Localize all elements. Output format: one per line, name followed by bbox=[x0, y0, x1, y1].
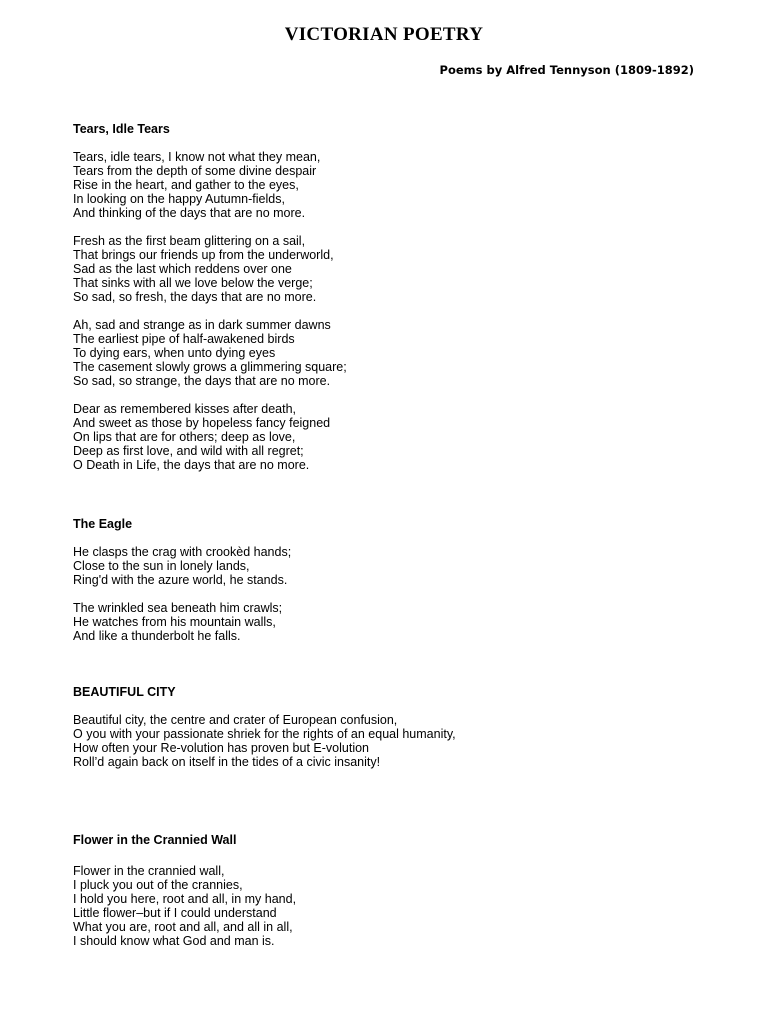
poem-line: Deep as first love, and wild with all regret; bbox=[73, 444, 304, 458]
stanza bbox=[73, 864, 296, 948]
poem-line: Close to the sun in lonely lands, bbox=[73, 559, 250, 573]
stanza bbox=[73, 318, 347, 388]
poem-line: I pluck you out of the crannies, bbox=[73, 878, 243, 892]
poem-line: How often your Re-volution has proven but E-volution bbox=[73, 741, 369, 755]
poem-line: In looking on the happy Autumn-fields, bbox=[73, 192, 285, 206]
stanza bbox=[73, 713, 456, 769]
stanza bbox=[73, 545, 291, 587]
stanza bbox=[73, 601, 291, 643]
poem-line: Dear as remembered kisses after death, bbox=[73, 402, 297, 416]
poem-beautiful-city bbox=[73, 685, 456, 783]
poem-flower-in-the-crannied-wall bbox=[73, 833, 296, 962]
poem-title: Tears, Idle Tears bbox=[73, 122, 170, 136]
poem-line: O you with your passionate shriek for the rights of an equal humanity, bbox=[73, 727, 456, 741]
poem-line: Tears from the depth of some divine despair bbox=[73, 164, 317, 178]
poem-line: Sad as the last which reddens over one bbox=[73, 262, 292, 276]
poem-line: Ring'd with the azure world, he stands. bbox=[73, 573, 288, 587]
poem-line: So sad, so strange, the days that are no more. bbox=[73, 374, 331, 388]
poem-line: On lips that are for others; deep as love, bbox=[73, 430, 296, 444]
poem-line: Roll’d again back on itself in the tides of a civic insanity! bbox=[73, 755, 381, 769]
poem-title: Flower in the Crannied Wall bbox=[73, 833, 237, 847]
stanza bbox=[73, 402, 347, 472]
page-subtitle: Poems by Alfred Tennyson (1809-1892) bbox=[439, 63, 694, 77]
stanza bbox=[73, 234, 347, 304]
poem-line: I should know what God and man is. bbox=[73, 934, 275, 948]
poem-line: Ah, sad and strange as in dark summer dawns bbox=[73, 318, 331, 332]
poem-line: Flower in the crannied wall, bbox=[73, 864, 225, 878]
poem-line: I hold you here, root and all, in my hand, bbox=[73, 892, 297, 906]
poem-line: So sad, so fresh, the days that are no more. bbox=[73, 290, 317, 304]
poem-line: And like a thunderbolt he falls. bbox=[73, 629, 241, 643]
poem-the-eagle bbox=[73, 517, 291, 657]
poem-line: He watches from his mountain walls, bbox=[73, 615, 276, 629]
poem-line: That sinks with all we love below the verge; bbox=[73, 276, 313, 290]
poem-line: And sweet as those by hopeless fancy feigned bbox=[73, 416, 331, 430]
poem-title: BEAUTIFUL CITY bbox=[73, 685, 176, 699]
poem-line: To dying ears, when unto dying eyes bbox=[73, 346, 276, 360]
poem-line: The casement slowly grows a glimmering square; bbox=[73, 360, 347, 374]
poem-line: He clasps the crag with crookèd hands; bbox=[73, 545, 292, 559]
poem-line: Beautiful city, the centre and crater of European confusion, bbox=[73, 713, 398, 727]
poem-line: That brings our friends up from the underworld, bbox=[73, 248, 334, 262]
poem-line: The wrinkled sea beneath him crawls; bbox=[73, 601, 283, 615]
poem-line: And thinking of the days that are no more. bbox=[73, 206, 306, 220]
poem-line: Fresh as the first beam glittering on a sail, bbox=[73, 234, 306, 248]
stanza bbox=[73, 150, 347, 220]
poem-title: The Eagle bbox=[73, 517, 133, 531]
poem-line: The earliest pipe of half-awakened birds bbox=[73, 332, 295, 346]
poem-line: Little flower–but if I could understand bbox=[73, 906, 277, 920]
poem-tears-idle-tears bbox=[73, 122, 347, 486]
poem-line: O Death in Life, the days that are no more. bbox=[73, 458, 310, 472]
poem-line: What you are, root and all, and all in all, bbox=[73, 920, 293, 934]
poem-line: Rise in the heart, and gather to the eyes, bbox=[73, 178, 299, 192]
page-title: VICTORIAN POETRY bbox=[284, 24, 484, 45]
poem-line: Tears, idle tears, I know not what they mean, bbox=[73, 150, 321, 164]
